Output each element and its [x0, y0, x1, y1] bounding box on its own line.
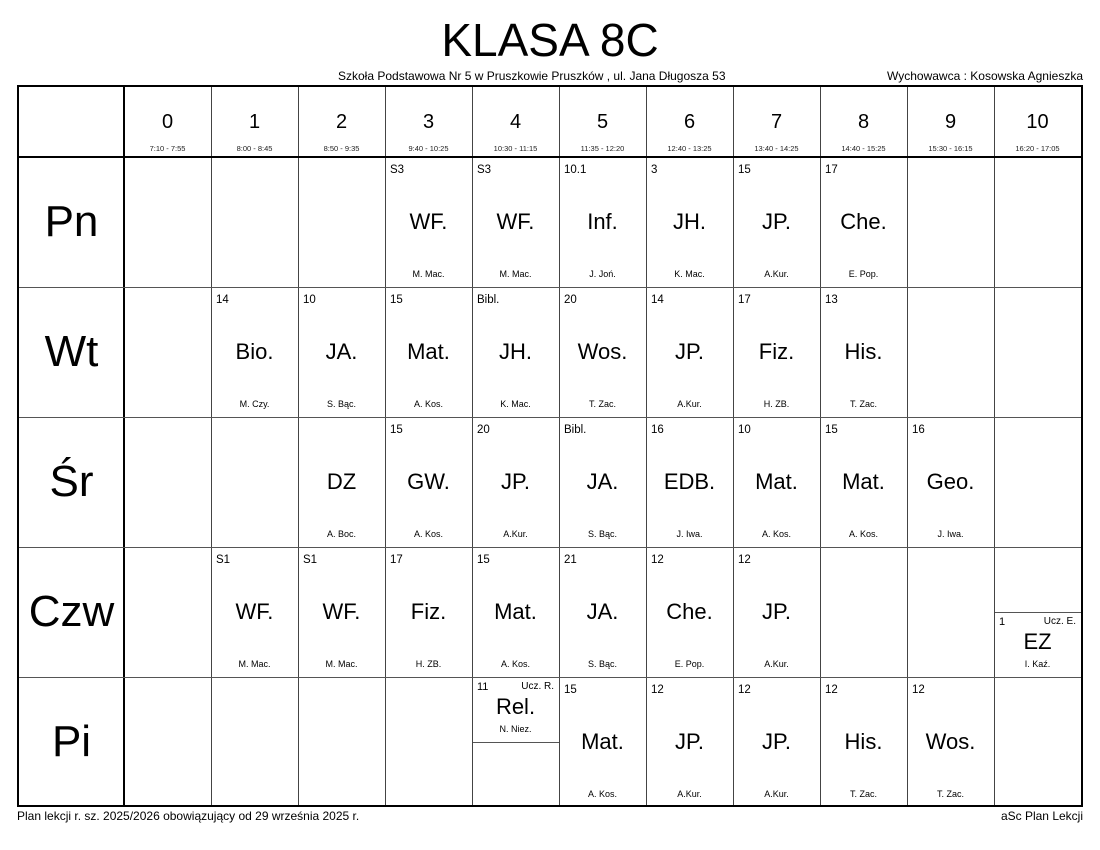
lesson-cell[interactable]: [472, 677, 559, 807]
student-group: Ucz. E.: [1043, 616, 1076, 627]
lesson-cell[interactable]: [820, 677, 907, 807]
subject: WF.: [496, 209, 535, 234]
lesson-cell[interactable]: [733, 287, 820, 417]
grid-line-vertical: [472, 87, 473, 805]
lesson-cell[interactable]: [472, 417, 559, 547]
subject: Rel.: [495, 694, 536, 719]
lesson-cell[interactable]: [733, 677, 820, 807]
grid-line-vertical: [907, 87, 908, 805]
teacher-initials: A. Kos.: [413, 399, 443, 409]
period-header: [298, 87, 385, 157]
room-number: 1: [999, 616, 1006, 628]
lesson-cell[interactable]: [820, 157, 907, 287]
lesson-cell[interactable]: [820, 287, 907, 417]
homeroom-teacher: Wychowawca : Kosowska Agnieszka: [887, 69, 1083, 83]
lesson-cell[interactable]: [733, 547, 820, 677]
lesson-cell[interactable]: [211, 547, 298, 677]
room-number: 21: [564, 554, 577, 566]
lesson-cell[interactable]: [385, 417, 472, 547]
period-number: 6: [683, 111, 696, 133]
lesson-cell[interactable]: [646, 157, 733, 287]
day-label-cell: [19, 417, 124, 547]
subject: EZ: [1023, 629, 1052, 654]
period-time: 7:10 - 7:55: [149, 144, 186, 153]
lesson-cell[interactable]: [385, 287, 472, 417]
teacher-initials: A. Kos.: [848, 529, 878, 539]
lesson-cell[interactable]: [646, 287, 733, 417]
teacher-initials: A.Kur.: [764, 789, 789, 799]
room-number: 14: [651, 294, 664, 306]
day-label: Pi: [51, 717, 92, 766]
lesson-cell[interactable]: [907, 677, 994, 807]
subject: His.: [844, 729, 883, 754]
grid-line-vertical: [385, 87, 386, 805]
room-number: 15: [477, 554, 490, 566]
room-number: S3: [390, 164, 405, 176]
room-number: 20: [564, 294, 577, 306]
subject: WF.: [322, 599, 361, 624]
subject: JA.: [325, 339, 358, 364]
school-name: Szkoła Podstawowa Nr 5 w Pruszkowie Pruszków , ul. Jana Długosza 53: [338, 69, 726, 83]
teacher-initials: E. Pop.: [674, 659, 705, 669]
lesson-cell[interactable]: [559, 417, 646, 547]
teacher-initials: K. Mac.: [500, 399, 531, 409]
room-number: 13: [825, 294, 838, 306]
teacher-initials: I. Kaź.: [1024, 659, 1051, 669]
room-number: 10.1: [564, 164, 587, 176]
period-number: 0: [161, 111, 174, 133]
teacher-initials: N. Niez.: [499, 724, 532, 734]
room-number: 15: [390, 424, 403, 436]
validity-note: Plan lekcji r. sz. 2025/2026 obowiązujący od 29 września 2025 r.: [17, 809, 360, 823]
teacher-initials: A. Kos.: [587, 789, 617, 799]
period-header: [385, 87, 472, 157]
subject: WF.: [235, 599, 274, 624]
period-number: 4: [509, 111, 522, 133]
subject: JH.: [673, 209, 706, 234]
period-header: [211, 87, 298, 157]
lesson-cell[interactable]: [994, 547, 1081, 677]
subject: JP.: [762, 599, 791, 624]
lesson-cell[interactable]: [298, 287, 385, 417]
teacher-initials: A. Kos.: [761, 529, 791, 539]
period-time: 16:20 - 17:05: [1015, 144, 1060, 153]
grid-line-vertical: [994, 87, 995, 805]
teacher-initials: M. Mac.: [499, 269, 532, 279]
room-number: S1: [303, 554, 318, 566]
class-title: KLASA 8C: [441, 14, 659, 66]
room-number: 10: [303, 294, 316, 306]
teacher-initials: T. Zac.: [849, 399, 877, 409]
room-number: 3: [651, 164, 658, 176]
teacher-initials: A.Kur.: [677, 789, 702, 799]
teacher-initials: M. Czy.: [239, 399, 270, 409]
teacher-initials: M. Mac.: [325, 659, 358, 669]
lesson-cell[interactable]: [385, 157, 472, 287]
subject: Fiz.: [410, 599, 447, 624]
day-label: Pn: [44, 197, 99, 246]
period-time: 14:40 - 15:25: [841, 144, 886, 153]
subject: Che.: [666, 599, 713, 624]
teacher-initials: K. Mac.: [674, 269, 705, 279]
period-header: [820, 87, 907, 157]
lesson-cell[interactable]: [559, 547, 646, 677]
room-number: 15: [825, 424, 838, 436]
lesson-cell[interactable]: [559, 287, 646, 417]
lesson-cell[interactable]: [559, 677, 646, 807]
period-time: 15:30 - 16:15: [928, 144, 973, 153]
grid-line-vertical: [211, 87, 212, 805]
teacher-initials: T. Zac.: [588, 399, 616, 409]
day-label: Wt: [44, 327, 99, 376]
grid-line-vertical: [646, 87, 647, 805]
room-number: 12: [651, 554, 664, 566]
subject: Mat.: [407, 339, 450, 364]
room-number: 17: [738, 294, 751, 306]
period-number: 2: [335, 111, 348, 133]
teacher-initials: A.Kur.: [677, 399, 702, 409]
lesson-cell[interactable]: [646, 417, 733, 547]
grid-line-vertical: [123, 87, 125, 805]
teacher-initials: T. Zac.: [936, 789, 964, 799]
teacher-initials: J. Joń.: [589, 269, 616, 279]
period-number: 1: [248, 111, 261, 133]
grid-line-horizontal: [19, 287, 1081, 288]
room-number: 12: [651, 684, 664, 696]
teacher-initials: A. Kos.: [413, 529, 443, 539]
period-number: 8: [857, 111, 870, 133]
room-number: 12: [912, 684, 925, 696]
period-header: [559, 87, 646, 157]
teacher-initials: A.Kur.: [764, 659, 789, 669]
period-time: 11:35 - 12:20: [580, 144, 625, 153]
day-label-cell: [19, 287, 124, 417]
day-label: Czw: [28, 587, 115, 636]
subject: Wos.: [925, 729, 976, 754]
subject: Inf.: [587, 209, 618, 234]
subject: JA.: [586, 599, 619, 624]
grid-line-vertical: [733, 87, 734, 805]
period-number: 5: [596, 111, 609, 133]
lesson-cell[interactable]: [298, 417, 385, 547]
teacher-initials: E. Pop.: [848, 269, 879, 279]
lesson-cell[interactable]: [472, 547, 559, 677]
period-header: [124, 87, 211, 157]
subject: Che.: [840, 209, 887, 234]
day-label-cell: [19, 157, 124, 287]
lesson-cell[interactable]: [298, 547, 385, 677]
teacher-initials: H. ZB.: [763, 399, 790, 409]
subject: JP.: [675, 339, 704, 364]
grid-line-vertical: [559, 87, 560, 805]
subject: JP.: [762, 209, 791, 234]
subject: Mat.: [581, 729, 624, 754]
room-number: 16: [651, 424, 664, 436]
subject: WF.: [409, 209, 448, 234]
room-number: S1: [216, 554, 231, 566]
room-number: 17: [390, 554, 403, 566]
day-label-cell: [19, 677, 124, 807]
room-number: 15: [390, 294, 403, 306]
subject: JH.: [499, 339, 532, 364]
teacher-initials: A.Kur.: [764, 269, 789, 279]
period-number: 3: [422, 111, 435, 133]
subject: Mat.: [842, 469, 885, 494]
period-header: [907, 87, 994, 157]
teacher-initials: T. Zac.: [849, 789, 877, 799]
subject: Geo.: [926, 469, 975, 494]
teacher-initials: H. ZB.: [415, 659, 442, 669]
room-number: 12: [738, 554, 751, 566]
teacher-initials: S. Bąc.: [587, 659, 617, 669]
lesson-cell[interactable]: [646, 547, 733, 677]
lesson-cell[interactable]: [385, 547, 472, 677]
lesson-cell[interactable]: [472, 157, 559, 287]
period-time: 13:40 - 14:25: [754, 144, 799, 153]
subject: Mat.: [755, 469, 798, 494]
day-label: Śr: [49, 457, 94, 506]
lesson-cell[interactable]: [820, 417, 907, 547]
generator-credit: aSc Plan Lekcji: [1000, 809, 1083, 823]
period-number: 7: [770, 111, 783, 133]
room-number: 17: [825, 164, 838, 176]
subject: JP.: [675, 729, 704, 754]
subject: Wos.: [577, 339, 628, 364]
room-number: Bibl.: [477, 294, 500, 306]
grid-line-horizontal: [19, 417, 1081, 418]
lesson-cell[interactable]: [733, 157, 820, 287]
period-header: [733, 87, 820, 157]
room-number: 11: [477, 681, 489, 693]
room-number: 15: [738, 164, 751, 176]
room-number: 15: [564, 684, 577, 696]
subject: EDB.: [663, 469, 716, 494]
period-time: 8:50 - 9:35: [323, 144, 360, 153]
period-header: [472, 87, 559, 157]
half-divider: [994, 612, 1081, 613]
half-divider: [472, 742, 559, 743]
lesson-cell[interactable]: [211, 287, 298, 417]
grid-line-vertical: [298, 87, 299, 805]
period-time: 12:40 - 13:25: [667, 144, 712, 153]
teacher-initials: J. Iwa.: [676, 529, 703, 539]
lesson-cell[interactable]: [646, 677, 733, 807]
lesson-cell[interactable]: [559, 157, 646, 287]
subject: Bio.: [235, 339, 274, 364]
grid-line-horizontal: [19, 156, 1081, 158]
grid-line-horizontal: [19, 547, 1081, 548]
grid-line-horizontal: [19, 677, 1081, 678]
subject: Fiz.: [758, 339, 795, 364]
lesson-cell[interactable]: [733, 417, 820, 547]
subject: Mat.: [494, 599, 537, 624]
period-time: 10:30 - 11:15: [493, 144, 538, 153]
room-number: 14: [216, 294, 229, 306]
student-group: Ucz. R.: [521, 681, 554, 692]
room-number: S3: [477, 164, 492, 176]
period-number: 10: [1026, 111, 1049, 133]
room-number: 12: [738, 684, 751, 696]
teacher-initials: J. Iwa.: [937, 529, 964, 539]
teacher-initials: M. Mac.: [412, 269, 445, 279]
subject: JP.: [501, 469, 530, 494]
subject: His.: [844, 339, 883, 364]
timetable-grid: [17, 85, 1083, 807]
teacher-initials: M. Mac.: [238, 659, 271, 669]
lesson-half[interactable]: [994, 612, 1081, 677]
lesson-half[interactable]: [472, 677, 559, 742]
teacher-initials: A. Boc.: [326, 529, 356, 539]
room-number: 16: [912, 424, 925, 436]
teacher-initials: S. Bąc.: [326, 399, 356, 409]
subject: DZ: [326, 469, 357, 494]
subject: JP.: [762, 729, 791, 754]
room-number: 20: [477, 424, 490, 436]
day-label-cell: [19, 547, 124, 677]
period-header: [646, 87, 733, 157]
subject: JA.: [586, 469, 619, 494]
grid-line-vertical: [820, 87, 821, 805]
period-time: 8:00 - 8:45: [236, 144, 273, 153]
period-number: 9: [944, 111, 957, 133]
room-number: 12: [825, 684, 838, 696]
lesson-cell[interactable]: [472, 287, 559, 417]
teacher-initials: A.Kur.: [503, 529, 528, 539]
period-time: 9:40 - 10:25: [408, 144, 449, 153]
room-number: Bibl.: [564, 424, 587, 436]
lesson-cell[interactable]: [907, 417, 994, 547]
teacher-initials: S. Bąc.: [587, 529, 617, 539]
room-number: 10: [738, 424, 751, 436]
period-header: [994, 87, 1081, 157]
teacher-initials: A. Kos.: [500, 659, 530, 669]
subject: GW.: [407, 469, 450, 494]
